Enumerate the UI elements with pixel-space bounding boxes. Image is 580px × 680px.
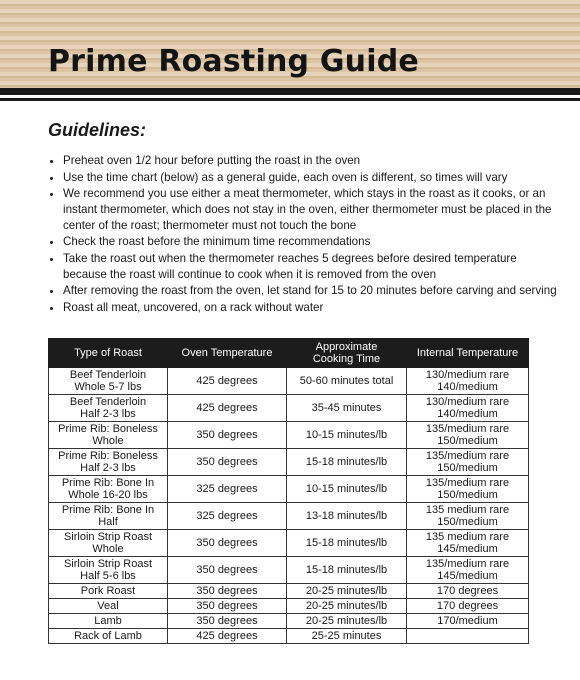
- cell-internal: 135 medium rare 150/medium: [407, 503, 529, 530]
- guideline-item: • Preheat oven 1/2 hour before putting the roast in the oven: [63, 153, 563, 169]
- cell-oven: 325 degrees: [168, 476, 287, 503]
- cell-internal: 135/medium rare 145/medium: [407, 557, 529, 584]
- cell-time: 15-18 minutes/lb: [287, 530, 407, 557]
- table-row: [49, 476, 529, 503]
- cell-time: 20-25 minutes/lb: [287, 584, 407, 599]
- cell-time: 10-15 minutes/lb: [287, 476, 407, 503]
- page-title: Prime Roasting Guide: [48, 44, 419, 79]
- cell-roast: Prime Rib: Boneless Half 2-3 lbs: [49, 449, 168, 476]
- table-row: [49, 368, 529, 395]
- header-cooking-time: Approximate Cooking Time: [287, 339, 407, 368]
- cell-oven: 350 degrees: [168, 584, 287, 599]
- table-row: [49, 530, 529, 557]
- cell-time: 10-15 minutes/lb: [287, 422, 407, 449]
- cell-internal: 130/medium rare 140/medium: [407, 395, 529, 422]
- cell-internal: 170 degrees: [407, 599, 529, 614]
- table-row: [49, 629, 529, 644]
- cell-internal: 135/medium rare 150/medium: [407, 422, 529, 449]
- header-oven-temperature: Oven Temperature: [168, 339, 287, 368]
- cell-roast: Beef Tenderloin Whole 5-7 lbs: [49, 368, 168, 395]
- cell-time: 15-18 minutes/lb: [287, 449, 407, 476]
- cell-roast: Beef Tenderloin Half 2-3 lbs: [49, 395, 168, 422]
- header-rule-thin: [0, 98, 580, 101]
- cell-oven: 350 degrees: [168, 530, 287, 557]
- guideline-item: • We recommend you use either a meat thermometer, which stays in the roast as it cooks, or an instant thermometer, which does not stay in the oven, either thermometer must be placed in the center of the roast; thermometer must not touch the bone: [63, 186, 563, 234]
- cell-internal: 135/medium rare 150/medium: [407, 476, 529, 503]
- cell-roast: Sirloin Strip Roast Half 5-6 lbs: [49, 557, 168, 584]
- guideline-item: • Check the roast before the minimum time recommendations: [63, 234, 563, 250]
- cell-oven: 425 degrees: [168, 629, 287, 644]
- cell-internal: 170/medium: [407, 614, 529, 629]
- cell-time: 25-25 minutes: [287, 629, 407, 644]
- cell-internal: [407, 629, 529, 644]
- table-row: [49, 503, 529, 530]
- guideline-item: • Take the roast out when the thermometer reaches 5 degrees before desired temperature because the roast will continue to cook when it is removed from the oven: [63, 251, 563, 283]
- guideline-item: • After removing the roast from the oven, let stand for 15 to 20 minutes before carving and serving: [63, 283, 563, 299]
- header-type-of-roast: Type of Roast: [49, 339, 168, 368]
- cell-time: 50-60 minutes total: [287, 368, 407, 395]
- cell-roast: Sirloin Strip Roast Whole: [49, 530, 168, 557]
- cell-oven: 425 degrees: [168, 395, 287, 422]
- cell-roast: Pork Roast: [49, 584, 168, 599]
- cell-time: 13-18 minutes/lb: [287, 503, 407, 530]
- cell-time: 35-45 minutes: [287, 395, 407, 422]
- cell-oven: 350 degrees: [168, 599, 287, 614]
- table-row: [49, 599, 529, 614]
- table-row: [49, 395, 529, 422]
- cell-oven: 350 degrees: [168, 422, 287, 449]
- cell-oven: 350 degrees: [168, 449, 287, 476]
- cell-roast: Prime Rib: Bone In Whole 16-20 lbs: [49, 476, 168, 503]
- cell-roast: Lamb: [49, 614, 168, 629]
- cell-internal: 135/medium rare 150/medium: [407, 449, 529, 476]
- cell-time: 20-25 minutes/lb: [287, 599, 407, 614]
- cell-roast: Prime Rib: Boneless Whole: [49, 422, 168, 449]
- cell-time: 20-25 minutes/lb: [287, 614, 407, 629]
- table-header-row: [49, 339, 529, 368]
- header-rule-thick: [0, 88, 580, 95]
- cell-internal: 135 medium rare 145/medium: [407, 530, 529, 557]
- roasting-table: [48, 338, 529, 644]
- cell-internal: 130/medium rare 140/medium: [407, 368, 529, 395]
- guideline-item: • Use the time chart (below) as a general guide, each oven is different, so times will vary: [63, 170, 563, 186]
- cell-roast: Rack of Lamb: [49, 629, 168, 644]
- table-row: [49, 614, 529, 629]
- cell-oven: 350 degrees: [168, 614, 287, 629]
- header-internal-temperature: Internal Temperature: [407, 339, 529, 368]
- table-row: [49, 557, 529, 584]
- table-row: [49, 584, 529, 599]
- guidelines-heading: Guidelines:: [48, 120, 147, 140]
- cell-oven: 425 degrees: [168, 368, 287, 395]
- cell-internal: 170 degrees: [407, 584, 529, 599]
- table-row: [49, 449, 529, 476]
- table-row: [49, 422, 529, 449]
- guidelines-list: [33, 153, 563, 316]
- cell-roast: Prime Rib: Bone In Half: [49, 503, 168, 530]
- cell-oven: 325 degrees: [168, 503, 287, 530]
- cell-oven: 350 degrees: [168, 557, 287, 584]
- guideline-item: • Roast all meat, uncovered, on a rack without water: [63, 300, 563, 316]
- cell-roast: Veal: [49, 599, 168, 614]
- cell-time: 15-18 minutes/lb: [287, 557, 407, 584]
